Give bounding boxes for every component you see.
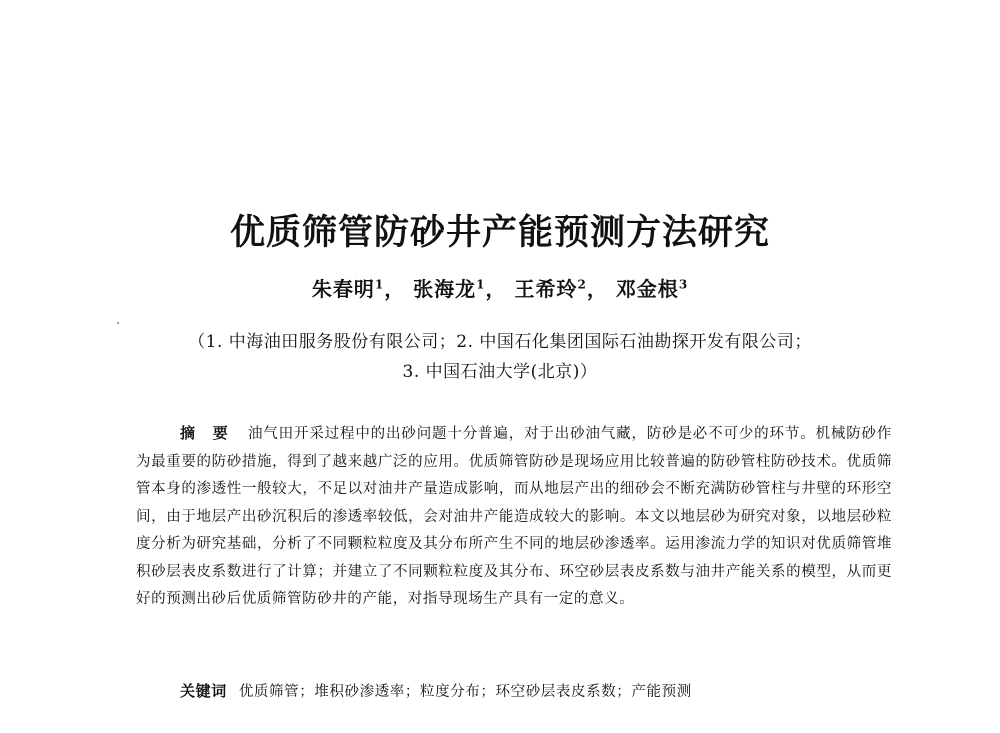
abstract-paragraph (136, 420, 892, 614)
affiliations (0, 327, 1000, 387)
affiliation-line-1: （1. 中海油田服务股份有限公司；2. 中国石化集团国际石油勘探开发有限公司； (188, 332, 812, 352)
author-line (0, 273, 1000, 302)
scan-speck (117, 322, 119, 324)
author-name: 张海龙 (413, 277, 477, 301)
author-name: 王希玲 (514, 277, 578, 301)
author-name: 朱春明 (311, 277, 375, 301)
author-separator: ， (485, 277, 507, 301)
author-separator: ， (384, 277, 406, 301)
keywords-line (180, 680, 900, 701)
keywords-label: 关键词 (180, 682, 227, 700)
affiliation-line-2: 3. 中国石油大学(北京)） (402, 362, 598, 382)
author-affil-number: 2 (577, 277, 587, 292)
keywords-text: 优质筛管；堆积砂渗透率；粒度分布；环空砂层表皮系数；产能预测 (238, 684, 692, 700)
author-affil-number: 1 (476, 277, 486, 292)
author-name: 邓金根 (615, 277, 679, 301)
paper-title: 优质筛管防砂井产能预测方法研究 (229, 213, 770, 253)
author-affil-number: 1 (374, 277, 385, 292)
author-separator: ， (586, 277, 608, 301)
abstract-text: 油气田开采过程中的出砂问题十分普遍，对于出砂油气藏，防砂是必不可少的环节。机械防砂作为最重要的防砂措施，得到了越来越广泛的应用。优质筛管防砂是现场应用比较普遍的防砂管柱防砂技术。优质筛管本身的渗透性一般较大，不足以对油井产量造成影响，而从地层产出的细砂会不断充满防砂管柱与井壁的环形空间，由于地层产出砂沉积后的渗透率较低，会对油井产能造成较大的影响。本文以地层砂为研究对象，以地层砂粒度分析为研究基础，分析了不同颗粒粒度及其分布所产生不同的地层砂渗透率。运用渗流力学的知识对优质筛管堆积砂层表皮系数进行了计算；并建立了不同颗粒粒度及其分布、环空砂层表皮系数与油井产能关系的模型，从而更好的预测出砂后优质筛管防砂井的产能，对指导现场生产具有一定的意义。 (136, 426, 892, 607)
author-affil-number: 3 (678, 277, 689, 292)
abstract-label: 摘 要 (180, 424, 234, 442)
